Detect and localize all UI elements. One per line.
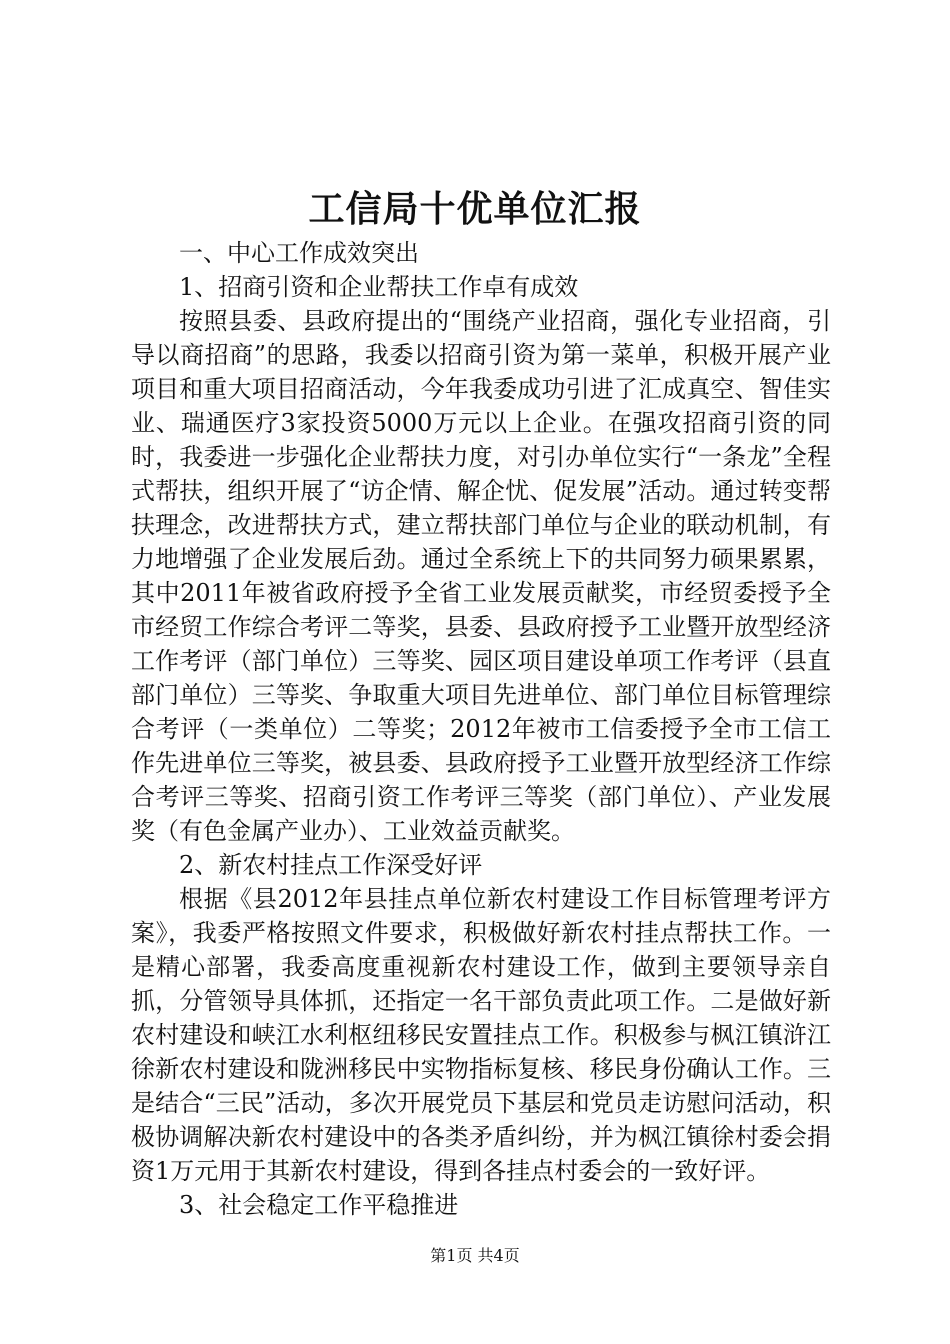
body-paragraph: 按照县委、县政府提出的“围绕产业招商，强化专业招商，引导以商招商”的思路，我委以招商引资为第一菜单，积极开展产业项目和重大项目招商活动，今年我委成功引进了汇成真空、智佳实业、瑞通医疗3家投资5000万元以上企业。在强攻招商引资的同时，我委进一步强化企业帮扶力度，对引办单位实行“一条龙”全程式帮扶，组织开展了“访企情、解企忧、促发展”活动。通过转变帮扶理念，改进帮扶方式，建立帮扶部门单位与企业的联动机制，有力地增强了企业发展后劲。通过全系统上下的共同努力硕果累累，其中2011年被省政府授予全省工业发展贡献奖，市经贸委授予全市经贸工作综合考评二等奖，县委、县政府授予工业暨开放型经济工作考评（部门单位）三等奖、园区项目建设单项工作考评（县直部门单位）三等奖、争取重大项目先进单位、部门单位目标管理综合考评（一类单位）二等奖；2012年被市工信委授予全市工信工作先进单位三等奖，被县委、县政府授予工业暨开放型经济工作综合考评三等奖、招商引资工作考评三等奖（部门单位）、产业发展奖（有色金属产业办）、工业效益贡献奖。 [131,307,831,845]
section-heading: 一、中心工作成效突出 [179,239,419,267]
subsection-heading: 2、新农村挂点工作深受好评 [179,851,483,879]
body-paragraph: 根据《县2012年县挂点单位新农村建设工作目标管理考评方案》，我委严格按照文件要求，积极做好新农村挂点帮扶工作。一是精心部署，我委高度重视新农村建设工作，做到主要领导亲自抓，分管领导具体抓，还指定一名干部负责此项工作。二是做好新农村建设和峡江水利枢纽移民安置挂点工作。积极参与枫江镇浒江徐新农村建设和陇洲移民中实物指标复核、移民身份确认工作。三是结合“三民”活动，多次开展党员下基层和党员走访慰问活动，积极协调解决新农村建设中的各类矛盾纠纷，并为枫江镇徐村委会捐资1万元用于其新农村建设，得到各挂点村委会的一致好评。 [131,885,831,1185]
page-number-footer: 第1页 共4页 [430,1246,520,1265]
document-body [131,236,831,1222]
document-title: 工信局十优单位汇报 [308,188,642,230]
subsection-heading: 1、招商引资和企业帮扶工作卓有成效 [179,273,579,301]
subsection-heading: 3、社会稳定工作平稳推进 [179,1191,459,1219]
